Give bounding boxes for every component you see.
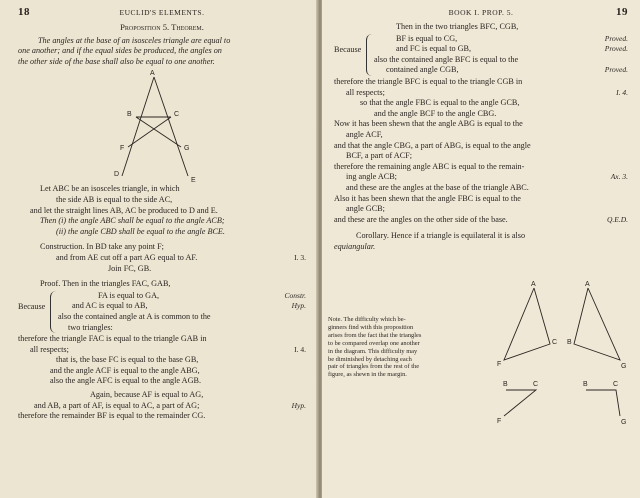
corollary-line: equiangular.: [334, 241, 376, 251]
figure-label: G: [184, 145, 190, 153]
because-line: BF is equal to CG, Proved.: [396, 33, 628, 43]
note-line: to be compared overlap one another: [328, 339, 420, 347]
construction-line: Construction. In BD take any point F;: [40, 242, 164, 252]
figure-label: G: [621, 363, 627, 370]
reference: I. 4.: [616, 87, 628, 97]
figure-label: B: [583, 381, 588, 388]
setup-line: Let ABC be an isosceles triangle, in which: [40, 184, 180, 194]
proof-line: Again, because AF is equal to AG,: [90, 390, 204, 400]
because-block: [18, 291, 306, 333]
running-title: EUCLID'S ELEMENTS.: [119, 8, 205, 17]
note-line: pair of triangles from the rest of the: [328, 363, 420, 371]
figure-label: B: [127, 111, 132, 119]
proof-line: that is, the base FC is equal to the base GB,: [56, 355, 199, 365]
figure-label: A: [150, 70, 155, 78]
reference: Q.E.D.: [606, 214, 628, 224]
proof-line: and these are the angles on the other side of the base. Q.E.D.: [334, 214, 628, 224]
proof-line: therefore the remaining angle ABC is equal to the remain-: [334, 161, 525, 171]
proof-line: BCF, a part of ACF;: [346, 151, 412, 161]
proposition-heading: Proposition 5. Theorem.: [120, 22, 204, 32]
figure-label: G: [621, 419, 627, 426]
because-line: also the contained angle at A is common to the: [58, 311, 211, 321]
figure-label: E: [191, 177, 196, 185]
proof-line: angle ACF,: [346, 129, 383, 139]
because-label: Because: [334, 44, 362, 54]
note-line: ginners find with this proposition: [328, 323, 414, 331]
right-header: [334, 6, 628, 22]
figure-label: A: [585, 281, 590, 288]
page-number: 18: [18, 6, 30, 18]
right-page: [322, 0, 640, 498]
figure-label: C: [533, 381, 539, 388]
proof-lines: [334, 77, 628, 225]
page-number: 19: [616, 6, 628, 18]
because-line: two triangles:: [68, 322, 113, 332]
proof-intro: Proof. Then in the triangles FAC, GAB,: [40, 279, 171, 289]
margin-note: [328, 316, 490, 379]
proof-line: also the angle AFC is equal to the angle AGB.: [50, 376, 201, 386]
setup-line: and let the straight lines AB, AC be produced to D and E.: [30, 205, 218, 215]
figure-label: B: [567, 339, 572, 346]
because-block: [334, 34, 628, 76]
setup-line: (ii) the angle CBD shall be equal to the angle BCE.: [56, 226, 225, 236]
figure-label: F: [497, 361, 502, 368]
note-line: Note. The difficulty which be-: [328, 316, 406, 323]
proof-line: and the angle ACF is equal to the angle ABG,: [50, 365, 200, 375]
construction-line: and from AE cut off a part AG equal to AF. I. 3.: [56, 252, 306, 262]
proof-line: all respects; I. 4.: [346, 87, 628, 97]
reference: Ax. 3.: [610, 172, 628, 182]
figure-label: C: [613, 381, 619, 388]
enunciation-line: one another; and if the equal sides be produced, the angles on: [18, 46, 222, 56]
note-line: in the diagram. This difficulty may: [328, 347, 418, 355]
proof-line: so that the angle FBC is equal to the angle GCB,: [360, 98, 520, 108]
proof-line: and AB, a part of AF, is equal to AC, a part of AG; Hyp.: [34, 400, 306, 410]
figure-label: C: [552, 339, 558, 346]
figure-label: D: [114, 171, 120, 179]
because-line: and AC is equal to AB, Hyp.: [72, 301, 306, 311]
proof-line: Now it has been shewn that the angle ABG is equal to the: [334, 119, 523, 129]
proof-line: angle GCB;: [346, 204, 385, 214]
construction-line: Join FC, GB.: [108, 263, 152, 273]
brace: [366, 34, 373, 76]
note-line: arises from the fact that the triangles: [328, 331, 422, 339]
proof-line: Also it has been shewn that the angle FBC is equal to the: [334, 193, 521, 203]
setup-line: Then (i) the angle ABC shall be equal to the angle ACB;: [40, 216, 225, 226]
brace: [50, 291, 57, 333]
enunciation-line: the other side of the base shall also be equal to one another.: [18, 56, 215, 66]
proof-line: and the angle BCF to the angle CBG.: [374, 108, 497, 118]
because-line: and FC is equal to GB, Proved.: [396, 44, 628, 54]
because-line: contained angle CGB, Proved.: [386, 65, 628, 75]
proof-line: and these are the angles at the base of the triangle ABC.: [346, 182, 529, 192]
proof-line: therefore the triangle BFC is equal to the triangle CGB in: [334, 76, 523, 86]
figure-label: C: [174, 111, 180, 119]
proof-line: and that the angle CBG, a part of ABG, is equal to the angle: [334, 140, 531, 150]
corollary-line: Corollary. Hence if a triangle is equilateral it is also: [356, 231, 526, 241]
proof-line: all respects; I. 4.: [30, 344, 306, 354]
figure-label: A: [531, 281, 536, 288]
note-line: be diminished by detaching each: [328, 355, 412, 363]
reference: I. 3.: [294, 252, 306, 262]
proof-line: ing angle ACB; Ax. 3.: [346, 172, 628, 182]
because-line: FA is equal to GA, Constr.: [98, 290, 306, 300]
proof-line: therefore the remainder BF is equal to the remainder CG.: [18, 411, 206, 421]
proof-intro: Then in the two triangles BFC, CGB,: [396, 22, 519, 31]
left-header: [18, 6, 306, 22]
enunciation-line: The angles at the base of an isosceles triangle are equal to: [38, 35, 231, 45]
isosceles-triangle-figure: [18, 70, 306, 184]
figure-label: B: [503, 381, 508, 388]
note-line: figure, as shewn in the margin.: [328, 371, 407, 379]
figure-label: F: [120, 145, 125, 153]
because-label: Because: [18, 301, 46, 311]
figure-label: F: [497, 418, 502, 425]
running-title: BOOK I. PROP. 5.: [448, 8, 514, 17]
detached-triangles-figure: [494, 278, 634, 438]
left-page: [0, 0, 318, 498]
setup-line: the side AB is equal to the side AC,: [56, 194, 173, 204]
because-line: also the contained angle BFC is equal to the: [374, 54, 519, 64]
proof-line: therefore the triangle FAC is equal to the triangle GAB in: [18, 334, 207, 344]
